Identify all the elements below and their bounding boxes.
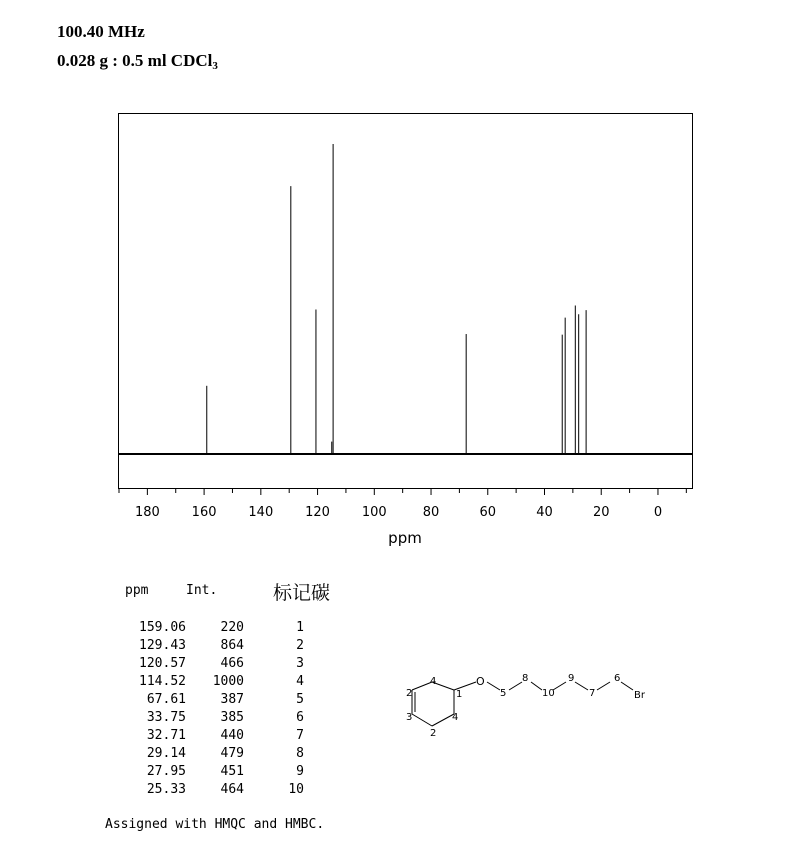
table-row <box>100 709 304 727</box>
chain-label: 10 <box>542 688 555 699</box>
x-tick-label: 120 <box>305 505 330 520</box>
cell-ppm: 120.57 <box>139 656 186 671</box>
cell-intensity: 387 <box>220 692 244 707</box>
x-tick-label: 180 <box>134 505 160 520</box>
plot-frame <box>119 114 693 489</box>
ring-label: 3 <box>406 712 413 723</box>
cell-ppm: 27.95 <box>146 764 186 779</box>
cell-intensity: 385 <box>220 710 244 725</box>
x-tick-label: 100 <box>361 505 387 520</box>
cell-intensity: 479 <box>220 746 244 761</box>
cell-carbon-label: 3 <box>296 656 304 671</box>
bromine-atom: Br <box>634 690 645 701</box>
table-header-ppm: ppm <box>125 583 149 598</box>
cell-ppm: 25.33 <box>146 782 186 797</box>
molecule-structure <box>390 668 670 748</box>
cell-carbon-label: 6 <box>296 710 304 725</box>
x-tick-label: 0 <box>653 505 663 520</box>
footer-note: Assigned with HMQC and HMBC. <box>105 817 325 832</box>
x-tick-label: 60 <box>479 505 497 520</box>
structure-labels <box>406 673 646 739</box>
ring-label: 4 <box>430 676 437 687</box>
cell-carbon-label: 8 <box>296 746 304 761</box>
ring-label: 4 <box>452 712 459 723</box>
spectrometer-frequency: 100.40 MHz <box>57 22 145 41</box>
table-row <box>100 673 304 691</box>
cell-carbon-label: 7 <box>296 728 304 743</box>
peak-table-body <box>100 619 304 799</box>
peak-table <box>100 619 304 799</box>
x-axis-ticks <box>119 489 686 495</box>
chain-label: 7 <box>589 688 596 699</box>
cell-ppm: 32.71 <box>146 728 186 743</box>
cell-carbon-label: 9 <box>296 764 304 779</box>
cell-intensity: 864 <box>220 638 244 653</box>
cell-ppm: 129.43 <box>139 638 186 653</box>
sample-concentration-text: 0.028 g : 0.5 ml CDCl <box>57 51 213 70</box>
chain-label: 9 <box>568 673 575 684</box>
cell-carbon-label: 2 <box>296 638 304 653</box>
x-tick-label: 20 <box>592 505 610 520</box>
x-axis-tick-labels <box>135 505 662 520</box>
cell-intensity: 440 <box>220 728 244 743</box>
sample-concentration-subscript: 3 <box>212 60 218 72</box>
cell-carbon-label: 4 <box>296 674 304 689</box>
cell-intensity: 1000 <box>212 674 244 689</box>
table-header-intensity: Int. <box>186 583 218 598</box>
ring-label: 1 <box>456 689 463 700</box>
chain-label: 5 <box>500 688 507 699</box>
table-row <box>100 781 304 799</box>
x-tick-label: 80 <box>422 505 440 520</box>
cell-ppm: 159.06 <box>139 620 186 635</box>
table-row <box>100 727 304 745</box>
x-axis-label: ppm <box>388 529 422 547</box>
cell-carbon-label: 5 <box>296 692 304 707</box>
structure-bonds <box>412 682 633 726</box>
ring-label: 2 <box>430 728 437 739</box>
x-tick-label: 140 <box>248 505 274 520</box>
cell-carbon-label: 10 <box>288 782 304 797</box>
cell-ppm: 67.61 <box>146 692 186 707</box>
table-row <box>100 619 304 637</box>
table-row <box>100 745 304 763</box>
cell-intensity: 220 <box>220 620 244 635</box>
cell-intensity: 464 <box>220 782 244 797</box>
cell-intensity: 451 <box>220 764 244 779</box>
chain-label: 6 <box>614 673 621 684</box>
x-tick-label: 160 <box>191 505 217 520</box>
cell-carbon-label: 1 <box>296 620 304 635</box>
cell-ppm: 114.52 <box>139 674 186 689</box>
peaks <box>207 144 586 454</box>
table-row <box>100 763 304 781</box>
table-row <box>100 691 304 709</box>
cell-intensity: 466 <box>220 656 244 671</box>
oxygen-atom: O <box>476 675 485 688</box>
x-tick-label: 40 <box>536 505 553 520</box>
cell-ppm: 29.14 <box>146 746 186 761</box>
ring-label: 2 <box>406 688 413 699</box>
table-row <box>100 655 304 673</box>
table-row <box>100 637 304 655</box>
chain-label: 8 <box>522 673 529 684</box>
cell-ppm: 33.75 <box>146 710 186 725</box>
table-header-carbon-label: 标记碳 <box>273 582 331 604</box>
